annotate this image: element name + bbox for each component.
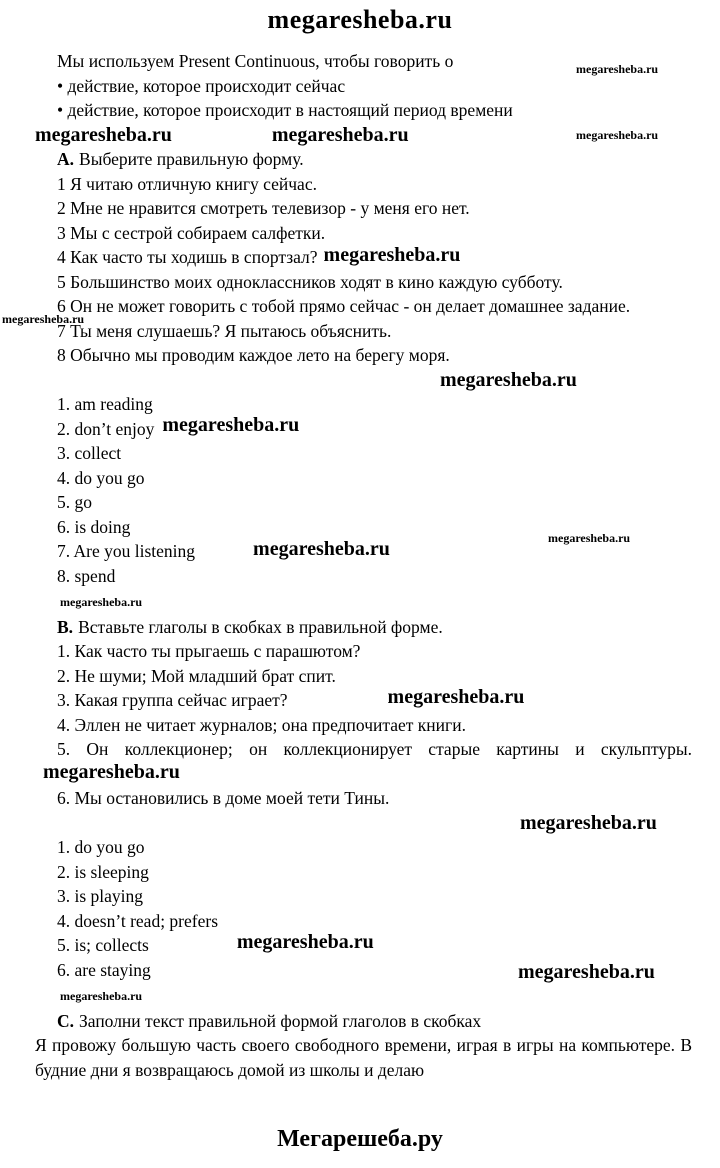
section-c-label: С. [57,1010,75,1031]
answer-a-1: 1. am reading [57,394,153,414]
watermark: megaresheba.ru [387,686,525,708]
footer-title: Мегарешеба.ру [277,1126,443,1152]
answer-a-8: 8. spend [57,565,116,586]
answer-a-3: 3. collect [57,443,122,463]
watermark-line [35,368,692,393]
section-c-text: Я провожу большую часть своего свободного времени, играя в игры на компьютере. В будние дни я возвращаюсь домой из школы и делаю [35,1035,692,1080]
exercise-a-item-8: 8 Обычно мы проводим каждое лето на берегу моря. [57,345,450,365]
exercise-a-item-3: 3 Мы с сестрой собираем салфетки. [57,222,326,243]
bullet-item: • действие, которое происходит в настоящий период времени [57,100,513,120]
watermark: megaresheba.ru [271,123,409,146]
exercise-b-item-1: 1. Как часто ты прыгаешь с парашютом? [57,641,361,661]
answer-a-5: 5. go [57,492,92,512]
watermark: megaresheba.ru [576,62,659,76]
answer-b-1: 1. do you go [57,837,145,857]
exercise-text: 5. Он коллекционер; он коллекционирует старые картины и скульптуры. [57,739,692,759]
exercise-a-item-1: 1 Я читаю отличную книгу сейчас. [57,173,317,194]
watermark: megaresheba.ru [323,244,461,266]
answer-b-4: 4. doesn’t read; prefers [57,910,219,931]
watermark: megaresheba.ru [60,595,143,609]
answer-b-2: 2. is sleeping [57,861,149,882]
answer-b-3: 3. is playing [57,886,144,906]
exercise-a-item-4 [35,245,692,270]
answer-a-2 [35,413,692,442]
bullet-item: • действие, которое происходит сейчас [57,75,346,96]
exercise-text: 3. Какая группа сейчас играет? [57,690,288,710]
answer-a-6: 6. is doing [57,516,131,537]
section-a-title [35,147,692,172]
exercise-b-item-3 [35,688,692,713]
watermark-line [35,588,692,615]
answer-text: 7. Are you listening [57,541,196,561]
answer-a-4: 4. do you go [57,467,145,488]
page-body [0,49,720,1082]
exercise-a-item-7: 7 Ты меня слушаешь? Я пытаюсь объяснить. [57,320,392,341]
watermark: megaresheba.ru [518,961,655,983]
header-title: megaresheba.ru [267,5,453,34]
page-header [0,0,720,35]
section-c-title [35,1009,692,1034]
exercise-a-item-2: 2 Мне не нравится смотреть телевизор - у меня его нет. [57,198,470,218]
answer-b-5 [35,933,692,958]
watermark: megaresheba.ru [162,413,300,436]
exercise-text: 4 Как часто ты ходишь в спортзал? [57,247,318,267]
section-c-title-text: Заполни текст правильной формой глаголов в скобках [79,1010,482,1031]
answer-text: 5. is; collects [57,935,149,955]
exercise-b-item-5 [35,737,692,786]
watermark: megaresheba.ru [236,931,374,953]
watermark: megaresheba.ru [2,312,85,326]
section-a-label: А. [57,149,75,169]
section-b-title-text: Вставьте глаголы в скобках в правильной форме. [78,616,443,637]
answer-text: 2. don’t enjoy [57,418,155,439]
exercise-b-item-6: 6. Мы остановились в доме моей тети Тины. [57,788,390,808]
exercise-b-item-2: 2. Не шуми; Мой младший брат спит. [57,665,336,686]
section-b-title [35,615,692,640]
watermark: megaresheba.ru [520,811,657,834]
exercise-a-item-6: 6 Он не может говорить с тобой прямо сейчас - он делает домашнее задание. [57,296,631,316]
page-footer [0,1126,720,1153]
watermark: megaresheba.ru [548,531,631,545]
watermark-line [35,982,692,1009]
watermark: megaresheba.ru [253,538,390,560]
watermark: megaresheba.ru [43,760,180,783]
answer-b-6: 6. are staying [57,959,151,980]
intro-lead: Мы используем Present Continuous, чтобы говорить о [57,51,454,71]
watermark: megaresheba.ru [440,368,577,391]
exercise-b-item-4: 4. Эллен не читает журналов; она предпочитает книги. [57,714,466,735]
exercise-a-item-5: 5 Большинство моих одноклассников ходят в кино каждую субботу. [57,271,563,292]
watermark: megaresheba.ru [35,123,172,146]
section-b-label: В. [57,616,74,637]
watermark-line [35,811,692,836]
watermark: megaresheba.ru [60,989,143,1003]
watermark: megaresheba.ru [576,128,659,142]
section-a-title-text: Выберите правильную форму. [79,149,304,169]
